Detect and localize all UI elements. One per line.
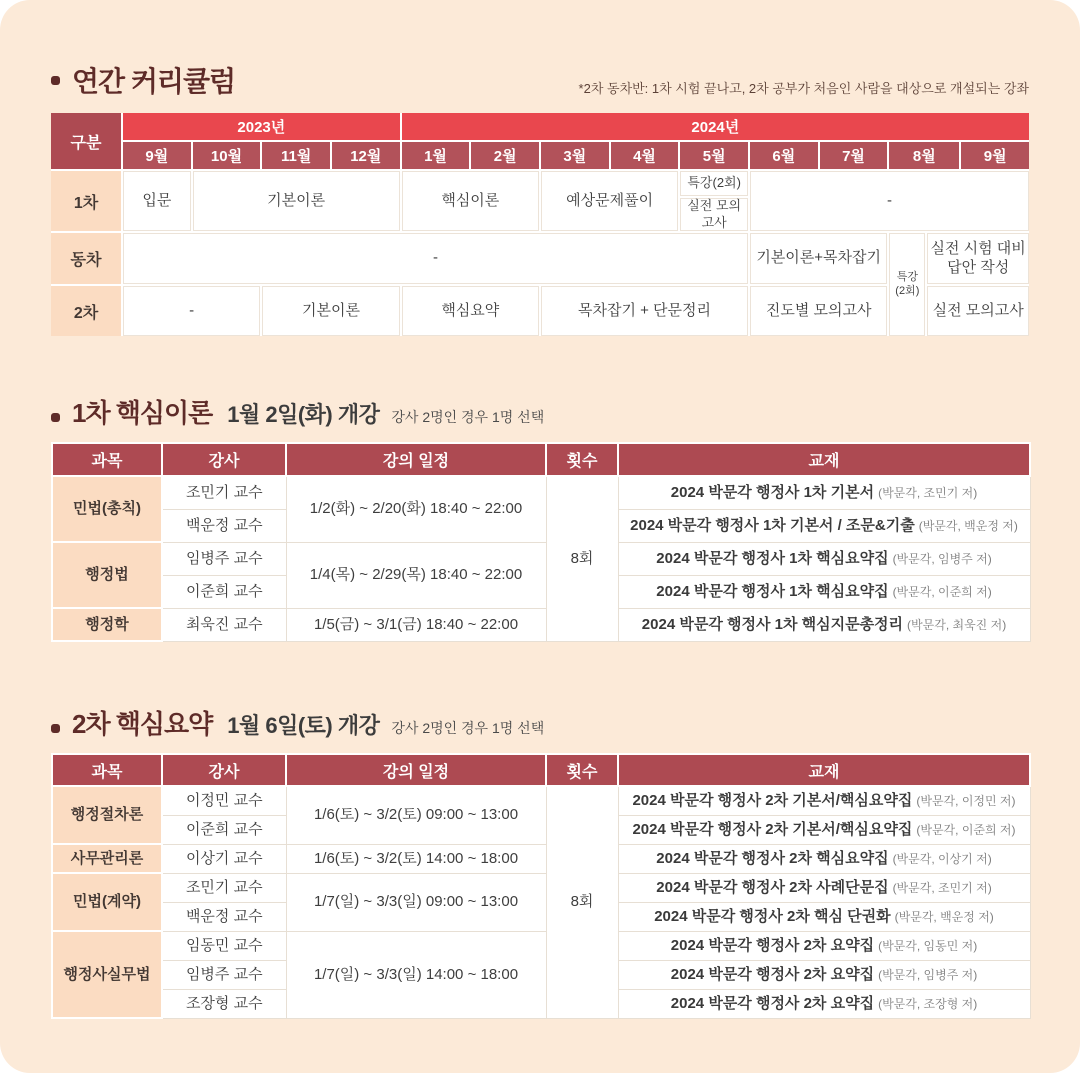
table-row [52, 931, 1030, 960]
cell-core-theory: 핵심이론 [402, 171, 539, 231]
book-cell [618, 509, 1030, 542]
book-cell [618, 844, 1030, 873]
prof-cell: 최욱진 교수 [162, 608, 286, 641]
curriculum-corner-cell: 구분 [51, 113, 121, 169]
section3-header [51, 704, 1029, 741]
table-row [52, 844, 1030, 873]
table-row [52, 608, 1030, 641]
schedule-cell: 1/5(금) ~ 3/1(금) 18:40 ~ 22:00 [286, 608, 546, 641]
prof-cell: 이준희 교수 [162, 575, 286, 608]
col-header-book: 교재 [618, 443, 1030, 476]
schedule-cell: 1/7(일) ~ 3/3(일) 14:00 ~ 18:00 [286, 931, 546, 1018]
section2-title: 1차 핵심이론 [72, 398, 213, 428]
bullet-dot-icon [51, 413, 60, 422]
book-author: (박문각, 이상기 저) [892, 851, 992, 866]
cell-basic-theory: 기본이론 [262, 286, 399, 336]
book-author: (박문각, 임병주 저) [892, 551, 992, 566]
section2-header [51, 393, 1029, 430]
table-header-row [52, 443, 1030, 476]
year-2023-cell: 2023년 [123, 113, 400, 140]
book-cell [618, 786, 1030, 815]
col-header-prof: 강사 [162, 754, 286, 786]
section3-title: 2차 핵심요약 [72, 709, 213, 739]
course-table-1cha [51, 442, 1031, 642]
annual-note: *2차 동차반: 1차 시험 끝나고, 2차 공부가 처음인 사람을 대상으로 개설되는 강좌 [578, 81, 1029, 96]
month-cell: 9월 [961, 142, 1029, 169]
section2-note: 강사 2명인 경우 1명 선택 [391, 409, 545, 425]
prof-cell: 임병주 교수 [162, 542, 286, 575]
book-title: 2024 박문각 행정사 2차 기본서/핵심요약집 [632, 791, 913, 809]
section2-date: 1월 2일(화) 개강 [227, 402, 380, 427]
col-header-prof: 강사 [162, 443, 286, 476]
col-header-book: 교재 [618, 754, 1030, 786]
subject-cell: 행정사실무법 [52, 931, 162, 1018]
col-header-schedule: 강의 일정 [286, 754, 546, 786]
prof-cell: 이상기 교수 [162, 844, 286, 873]
book-author: (박문각, 이준희 저) [916, 822, 1016, 837]
annual-section-header [51, 0, 1029, 100]
cell-exam-prep: 실전 시험 대비 답안 작성 [927, 233, 1029, 284]
book-title: 2024 박문각 행정사 2차 요약집 [670, 994, 875, 1012]
book-title: 2024 박문각 행정사 2차 기본서/핵심요약집 [632, 820, 913, 838]
month-cell: 5월 [680, 142, 748, 169]
annual-title: 연간 커리큘럼 [72, 66, 236, 97]
book-title: 2024 박문각 행정사 2차 요약집 [670, 965, 875, 983]
book-title: 2024 박문각 행정사 1차 기본서 / 조문&기출 [630, 516, 915, 534]
cell-intro: 입문 [123, 171, 191, 231]
month-cell: 1월 [402, 142, 470, 169]
book-title: 2024 박문각 행정사 1차 핵심요약집 [656, 549, 889, 567]
book-cell [618, 542, 1030, 575]
cell-basic-toc: 기본이론+목차잡기 [750, 233, 887, 284]
schedule-cell: 1/4(목) ~ 2/29(목) 18:40 ~ 22:00 [286, 542, 546, 608]
book-author: (박문각, 조민기 저) [892, 880, 992, 895]
prof-cell: 백운정 교수 [162, 509, 286, 542]
prof-cell: 조민기 교수 [162, 873, 286, 902]
book-title: 2024 박문각 행정사 1차 핵심지문총정리 [641, 615, 904, 633]
col-header-subject: 과목 [52, 443, 162, 476]
count-cell: 8회 [546, 786, 618, 1018]
bullet-dot-icon [51, 724, 60, 733]
section3-note: 강사 2명인 경우 1명 선택 [391, 720, 545, 736]
book-author: (박문각, 임병주 저) [878, 967, 978, 982]
cell-mock-exam: 실전 모의고사 [927, 286, 1029, 336]
book-title: 2024 박문각 행정사 2차 사례단문집 [656, 878, 889, 896]
prof-cell: 임동민 교수 [162, 931, 286, 960]
subject-cell: 민법(계약) [52, 873, 162, 931]
schedule-cell: 1/7(일) ~ 3/3(일) 09:00 ~ 13:00 [286, 873, 546, 931]
book-cell [618, 873, 1030, 902]
cell-mock-exam: 실전 모의고사 [680, 198, 748, 231]
cell-toc-short: 목차잡기 + 단문정리 [541, 286, 748, 336]
book-cell [618, 815, 1030, 844]
book-cell [618, 608, 1030, 641]
schedule-cell: 1/6(토) ~ 3/2(토) 09:00 ~ 13:00 [286, 786, 546, 844]
book-cell [618, 960, 1030, 989]
row-label-2cha: 2차 [51, 286, 121, 336]
subject-cell: 행정법 [52, 542, 162, 608]
subject-cell: 행정절차론 [52, 786, 162, 844]
schedule-cell: 1/6(토) ~ 3/2(토) 14:00 ~ 18:00 [286, 844, 546, 873]
book-cell [618, 931, 1030, 960]
annual-title-wrap [51, 60, 235, 100]
book-cell [618, 476, 1030, 509]
col-header-schedule: 강의 일정 [286, 443, 546, 476]
table-row [52, 873, 1030, 902]
book-cell [618, 902, 1030, 931]
book-cell [618, 989, 1030, 1018]
row-label-dongcha: 동차 [51, 233, 121, 284]
prof-cell: 조장형 교수 [162, 989, 286, 1018]
book-title: 2024 박문각 행정사 1차 기본서 [670, 483, 875, 501]
cell-core-summary: 핵심요약 [402, 286, 539, 336]
bullet-dot-icon [51, 76, 60, 85]
subject-cell: 사무관리론 [52, 844, 162, 873]
book-author: (박문각, 임동민 저) [878, 938, 978, 953]
schedule-cell: 1/2(화) ~ 2/20(화) 18:40 ~ 22:00 [286, 476, 546, 542]
month-cell: 9월 [123, 142, 191, 169]
table-row [52, 786, 1030, 815]
book-author: (박문각, 백운정 저) [894, 909, 994, 924]
year-2024-cell: 2024년 [402, 113, 1029, 140]
prof-cell: 이준희 교수 [162, 815, 286, 844]
col-header-count: 횟수 [546, 754, 618, 786]
month-cell: 4월 [611, 142, 679, 169]
book-title: 2024 박문각 행정사 2차 핵심요약집 [656, 849, 889, 867]
cell-special-lecture-narrow: 특강 (2회) [889, 233, 925, 336]
month-cell: 6월 [750, 142, 818, 169]
cell-dash: - [123, 233, 748, 284]
subject-cell: 민법(총칙) [52, 476, 162, 542]
cell-special-lecture: 특강(2회) [680, 171, 748, 196]
month-cell: 2월 [471, 142, 539, 169]
prof-cell: 임병주 교수 [162, 960, 286, 989]
month-cell: 7월 [820, 142, 888, 169]
month-cell: 12월 [332, 142, 400, 169]
month-cell: 3월 [541, 142, 609, 169]
course-table-2cha [51, 753, 1031, 1019]
book-author: (박문각, 최욱진 저) [907, 617, 1007, 632]
row-label-1cha: 1차 [51, 171, 121, 231]
book-cell [618, 575, 1030, 608]
cell-dash: - [123, 286, 260, 336]
table-row [52, 476, 1030, 509]
book-author: (박문각, 백운정 저) [918, 518, 1018, 533]
prof-cell: 백운정 교수 [162, 902, 286, 931]
curriculum-table [51, 113, 1029, 336]
cell-expected-problems: 예상문제풀이 [541, 171, 678, 231]
book-author: (박문각, 이준희 저) [892, 584, 992, 599]
book-title: 2024 박문각 행정사 1차 핵심요약집 [656, 582, 889, 600]
section3-date: 1월 6일(토) 개강 [227, 713, 380, 738]
cell-dash: - [750, 171, 1029, 231]
count-cell: 8회 [546, 476, 618, 641]
cell-progress-mock: 진도별 모의고사 [750, 286, 887, 336]
prof-cell: 조민기 교수 [162, 476, 286, 509]
cell-basic-theory: 기본이론 [193, 171, 400, 231]
month-cell: 11월 [262, 142, 330, 169]
table-row [52, 542, 1030, 575]
book-title: 2024 박문각 행정사 2차 핵심 단권화 [654, 907, 891, 925]
book-author: (박문각, 이정민 저) [916, 793, 1016, 808]
table-header-row [52, 754, 1030, 786]
book-author: (박문각, 조민기 저) [878, 485, 978, 500]
subject-cell: 행정학 [52, 608, 162, 641]
prof-cell: 이정민 교수 [162, 786, 286, 815]
month-cell: 8월 [889, 142, 959, 169]
month-cell: 10월 [193, 142, 261, 169]
book-author: (박문각, 조장형 저) [878, 996, 978, 1011]
book-title: 2024 박문각 행정사 2차 요약집 [670, 936, 875, 954]
col-header-subject: 과목 [52, 754, 162, 786]
col-header-count: 횟수 [546, 443, 618, 476]
